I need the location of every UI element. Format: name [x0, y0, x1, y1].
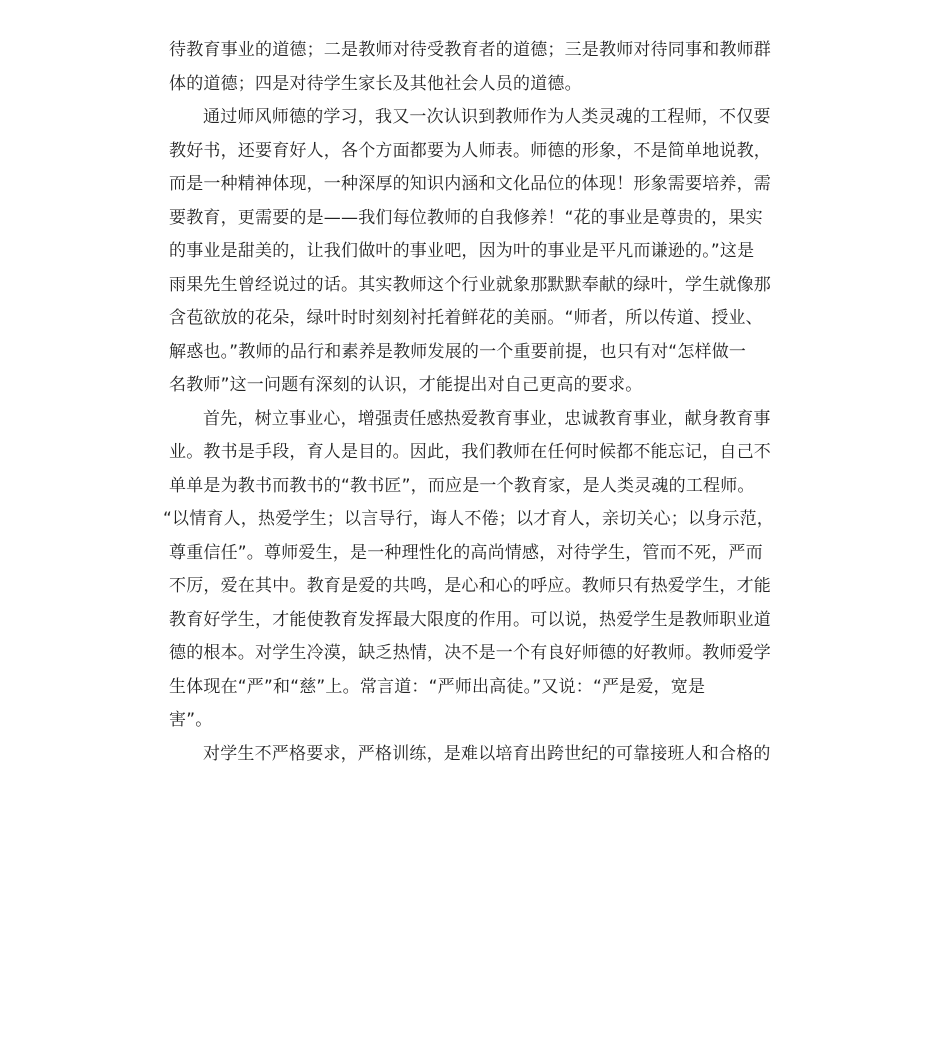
text-line: 含苞欲放的花朵，绿叶时时刻刻衬托着鲜花的美丽。“师者，所以传道、授业、 — [169, 308, 763, 328]
text-line: 害”。 — [169, 710, 213, 730]
paragraph-first-line: 通过师风师德的学习，我又一次认识到教师作为人类灵魂的工程师，不仅要 — [203, 107, 771, 127]
text-line: 教育好学生，才能使教育发挥最大限度的作用。可以说，热爱学生是教师职业道 — [169, 609, 771, 630]
text-line: 教好书，还要育好人，各个方面都要为人师表。师德的形象，不是简单地说教， — [169, 140, 771, 161]
text-line: 体的道德；四是对待学生家长及其他社会人员的道德。 — [169, 73, 582, 94]
document-body — [163, 34, 784, 771]
text-line: 德的根本。对学生冷漠，缺乏热情，决不是一个有良好师德的好教师。教师爱学 — [169, 643, 771, 663]
text-line: 尊重信任”。尊师爱生，是一种理性化的高尚情感，对待学生，管而不死，严而 — [169, 542, 763, 563]
text-line: 要教育，更需要的是——我们每位教师的自我修养！“花的事业是尊贵的，果实 — [169, 207, 763, 228]
text-line: 而是一种精神体现，一种深厚的知识内涵和文化品位的体现！形象需要培养，需 — [169, 174, 771, 194]
text-line: 名教师”这一问题有深刻的认识，才能提出对自己更高的要求。 — [169, 375, 643, 395]
text-line: 单单是为教书而教书的“教书匠”，而应是一个教育家，是人类灵魂的工程师。 — [169, 475, 755, 496]
text-line: 待教育事业的道德；二是教师对待受教育者的道德；三是教师对待同事和教师群 — [169, 40, 771, 60]
paragraph-first-line: 首先，树立事业心，增强责任感热爱教育事业，忠诚教育事业，献身教育事 — [203, 408, 771, 429]
text-line: 的事业是甜美的，让我们做叶的事业吧，因为叶的事业是平凡而谦逊的。”这是 — [169, 241, 755, 261]
text-line: 雨果先生曾经说过的话。其实教师这个行业就象那默默奉献的绿叶，学生就像那 — [169, 274, 771, 295]
text-line: 生体现在“严”和“慈”上。常言道：“严师出高徒。”又说：“严是爱，宽是 — [169, 676, 706, 697]
text-line: 业。教书是手段，育人是目的。因此，我们教师在任何时候都不能忘记，自己不 — [169, 442, 771, 462]
text-line: 解惑也。”教师的品行和素养是教师发展的一个重要前提，也只有对“怎样做一 — [169, 341, 747, 362]
text-line: 不厉，爱在其中。教育是爱的共鸣，是心和心的呼应。教师只有热爱学生，才能 — [169, 576, 771, 596]
text-line: “以情育人，热爱学生；以言导行，诲人不倦；以才育人，亲切关心；以身示范， — [163, 509, 775, 529]
paragraph-first-line: 对学生不严格要求，严格训练，是难以培育出跨世纪的可靠接班人和合格的 — [203, 743, 771, 764]
